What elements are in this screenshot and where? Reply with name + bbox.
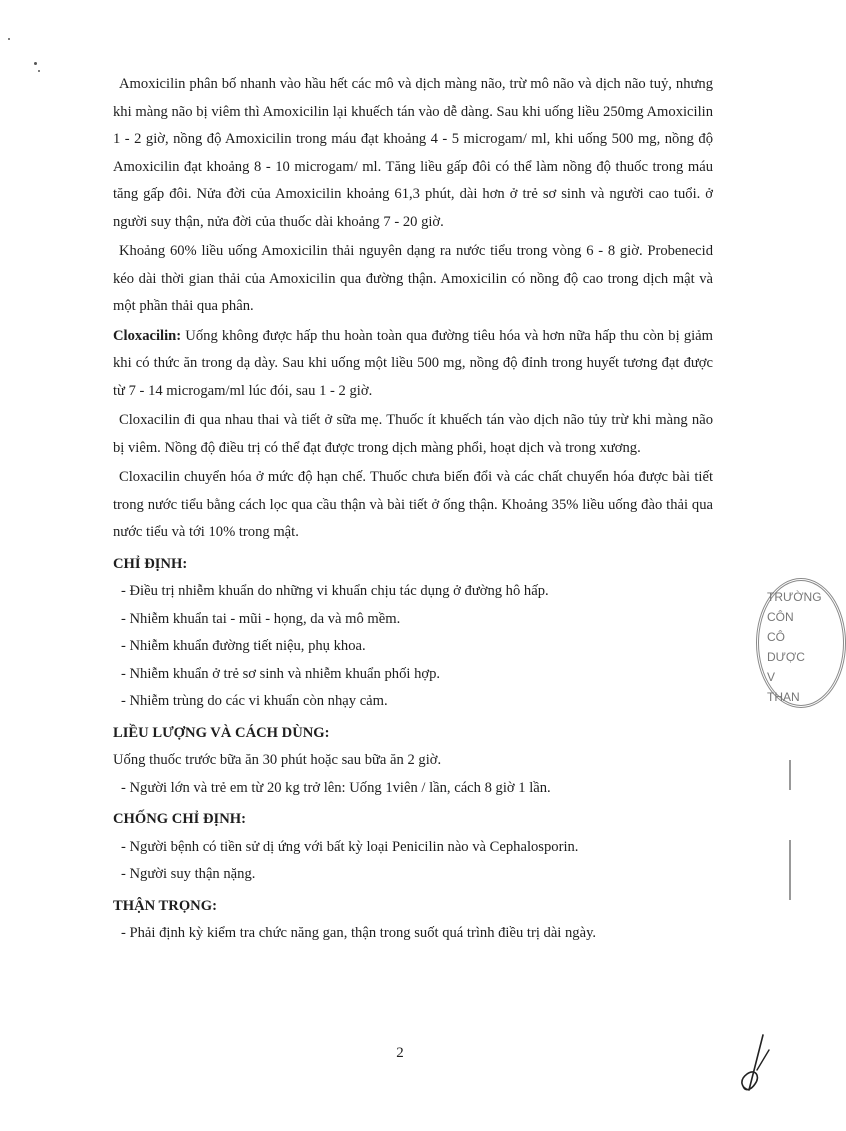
dosage-intro: Uống thuốc trước bữa ăn 30 phút hoặc sau bữa ăn 2 giờ.: [113, 752, 442, 768]
stamp-line: CÔN: [767, 610, 794, 624]
stamp-line: TRƯỜNG: [767, 590, 822, 604]
document-body: [113, 71, 713, 948]
amoxicilin-excretion-paragraph: Khoảng 60% liều uống Amoxicilin thải nguyên dạng ra nước tiểu trong vòng 6 - 8 giờ. Probenecid kéo dài thời gian thải của Amoxicilin qua đường thận. Amoxicilin có nồng độ cao trong dịch mật và một phần thải qua phân.: [113, 243, 713, 314]
stamp-line: V: [767, 670, 776, 684]
scan-speck: [34, 62, 37, 65]
stamp-line: CÔ: [767, 630, 785, 644]
cloxacilin-label: Cloxacilin:: [113, 327, 182, 344]
precautions-heading: THẬN TRỌNG:: [113, 897, 217, 914]
page-number: 2: [396, 1045, 404, 1061]
dosage-heading: LIỀU LƯỢNG VÀ CÁCH DÙNG:: [113, 724, 330, 741]
cloxacilin-metabolism-paragraph: Cloxacilin chuyển hóa ở mức độ hạn chế. Thuốc chưa biến đổi và các chất chuyển hóa được bài tiết trong nước tiểu bằng cách lọc qua cầu thận và bài tiết ở ống thận. Khoảng 35% liều uống đào thải qua nước tiểu và tới 10% trong mật.: [113, 469, 713, 540]
cloxacilin-absorption-paragraph: [113, 323, 713, 406]
list-item: - Nhiễm khuẩn ở trẻ sơ sinh và nhiễm khuẩn phối hợp.: [121, 665, 441, 682]
list-item: - Người suy thận nặng.: [121, 866, 256, 882]
scan-speck: [8, 38, 10, 40]
list-item: - Phải định kỳ kiểm tra chức năng gan, thận trong suốt quá trình điều trị dài ngày.: [121, 925, 597, 941]
scan-speck: [38, 70, 40, 72]
list-item: - Nhiễm khuẩn tai - mũi - họng, da và mô mềm.: [121, 610, 401, 627]
stamp-line: THAN: [767, 690, 800, 704]
official-stamp: [756, 578, 846, 708]
cloxacilin-text: Uống không được hấp thu hoàn toàn qua đường tiêu hóa và hơn nữa hấp thu còn bị giảm khi có thức ăn trong dạ dày. Sau khi uống một liều 500 mg, nồng độ đỉnh trong huyết tương đạt được từ 7 - 14 microgam/ml lúc đói, sau 1 - 2 giờ.: [113, 327, 713, 399]
stamp-line: DƯỢC: [767, 650, 805, 664]
signature-mark: [735, 1030, 775, 1100]
list-item: - Người lớn và trẻ em từ 20 kg trở lên: Uống 1viên / lần, cách 8 giờ 1 lần.: [121, 779, 551, 796]
list-item: - Nhiễm khuẩn đường tiết niệu, phụ khoa.: [121, 638, 366, 654]
scan-edge-mark: [789, 840, 791, 900]
indications-heading: CHỈ ĐỊNH:: [113, 555, 188, 572]
list-item: - Điều trị nhiễm khuẩn do những vi khuẩn chịu tác dụng ở đường hô hấp.: [121, 583, 549, 599]
cloxacilin-distribution-paragraph: Cloxacilin đi qua nhau thai và tiết ở sữa mẹ. Thuốc ít khuếch tán vào dịch não tủy trừ khi màng não bị viêm. Nồng độ điều trị có thể đạt được trong dịch màng phổi, hoạt dịch và trong xương.: [113, 412, 713, 456]
list-item: - Người bệnh có tiền sử dị ứng với bất kỳ loại Penicilin nào và Cephalosporin.: [121, 838, 579, 855]
amoxicilin-distribution-paragraph: Amoxicilin phân bố nhanh vào hầu hết các mô và dịch màng não, trừ mô não và dịch não tuỷ, nhưng khi màng não bị viêm thì Amoxicilin lại khuếch tán vào dễ dàng. Sau khi uống liều 250mg Amoxicilin 1 - 2 giờ, nồng độ Amoxicilin trong máu đạt khoảng 4 - 5 microgam/ ml, khi uống 500 mg, nồng độ Amoxicilin đạt khoảng 8 - 10 microgam/ ml. Tăng liều gấp đôi có thể làm nồng độ thuốc trong máu tăng gấp đôi. Nửa đời của Amoxicilin khoảng 61,3 phút, dài hơn ở trẻ sơ sinh và người cao tuổi. ở người suy thận, nửa đời của thuốc dài khoảng 7 - 20 giờ.: [113, 76, 713, 230]
contraindications-heading: CHỐNG CHỈ ĐỊNH:: [113, 811, 246, 827]
list-item: - Nhiễm trùng do các vi khuẩn còn nhạy cảm.: [121, 693, 388, 709]
scan-edge-mark: [789, 760, 791, 790]
